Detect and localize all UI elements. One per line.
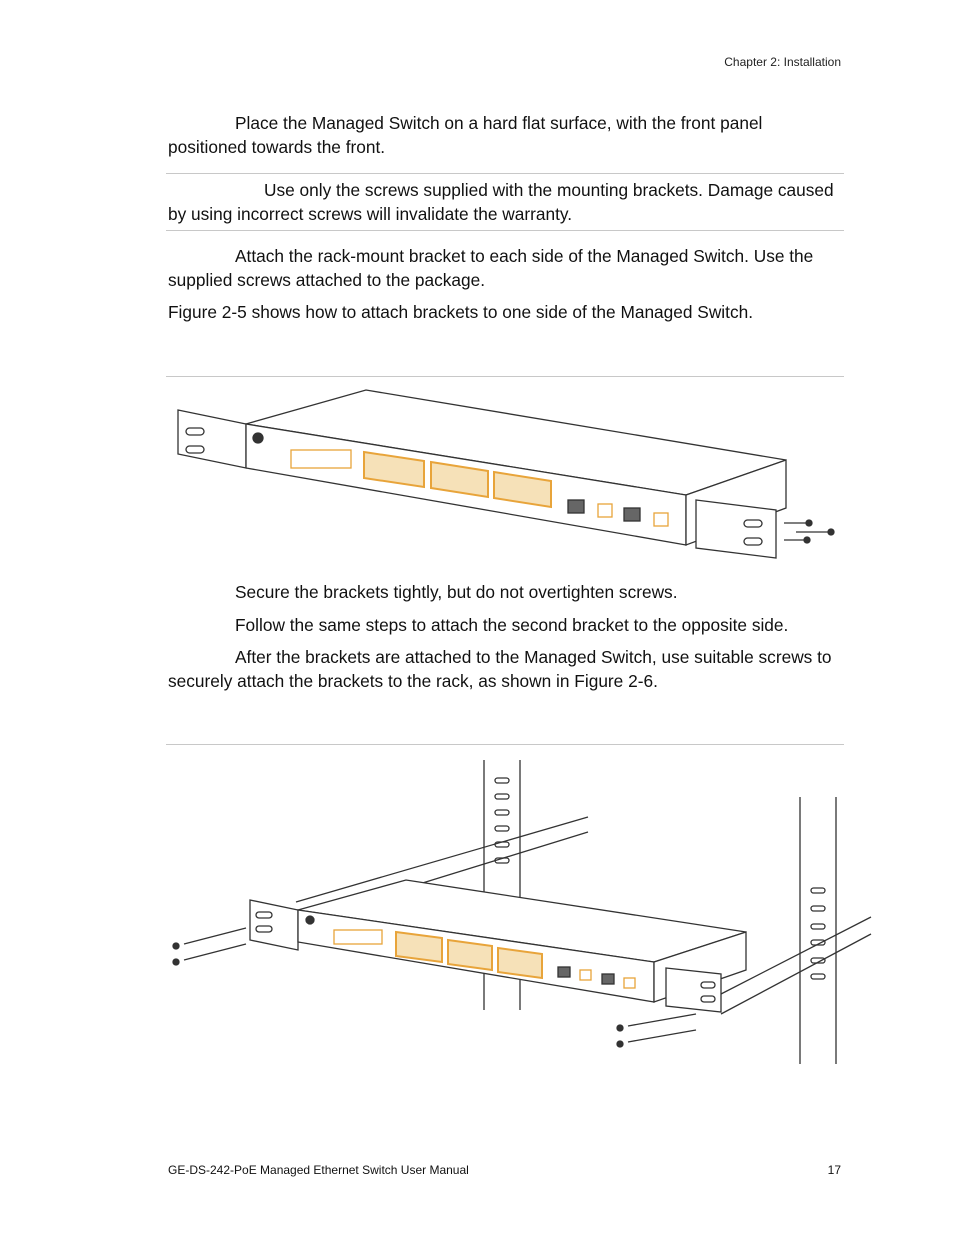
figure-2-6-rack-illustration: [166, 752, 876, 1072]
figure-2-5-rule: [166, 376, 844, 377]
note-bottom-rule: [166, 230, 844, 231]
figure-2-5-reference: Figure 2-5 shows how to attach brackets to one side of the Managed Switch.: [168, 302, 754, 322]
step-repeat: Follow the same steps to attach the second bracket to the opposite side.: [235, 615, 789, 635]
chapter-header: Chapter 2: Installation: [724, 55, 841, 69]
figure-2-5-bracket-illustration: [166, 380, 846, 565]
note-text: Use only the screws supplied with the mounting brackets. Damage caused by using incorrect screws will invalidate the warranty.: [168, 180, 834, 224]
step-attach-rack: After the brackets are attached to the Managed Switch, use suitable screws to securely attach the brackets to the rack, as shown in Figure 2-6.: [168, 647, 832, 691]
footer-manual-title: GE-DS-242-PoE Managed Ethernet Switch User Manual: [168, 1163, 469, 1177]
step-attach-bracket: Attach the rack-mount bracket to each side of the Managed Switch. Use the supplied screws attached to the package.: [168, 246, 814, 290]
footer-page-number: 17: [827, 1163, 841, 1177]
step-place-switch: Place the Managed Switch on a hard flat surface, with the front panel positioned towards the front.: [168, 113, 763, 157]
note-top-rule: [166, 173, 844, 174]
figure-2-6-rule: [166, 744, 844, 745]
step-secure: Secure the brackets tightly, but do not overtighten screws.: [235, 582, 678, 602]
